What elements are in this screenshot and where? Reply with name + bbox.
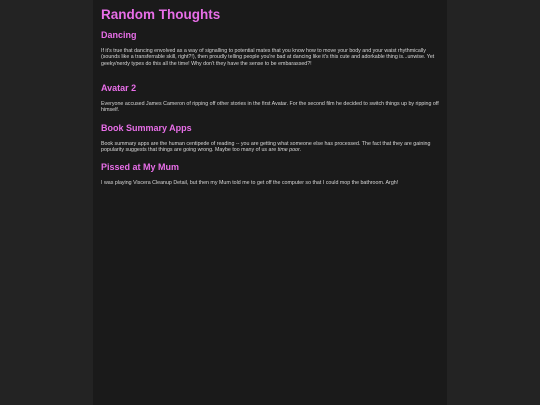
site-title: Random Thoughts xyxy=(101,7,221,22)
post-body-avatar-2: Everyone accused James Cameron of ripping off other stories in the first Avatar. For the second film he decided to switch things up by ripping off himself. xyxy=(101,101,439,114)
post-body-text: Book summary apps are the human centipede of reading -- you are getting what someone else has processed. The fact that they are gaining popularity suggests that things are going wrong. Maybe too many of us are xyxy=(101,141,431,154)
post-body-dancing: If it's true that dancing envolved as a way of signalling to potential mates that you know how to move your body and your waist rhythmically (sounds like a transferrable skill, right?!), then proudly telling people you're bad at dancing like it's this cute and adorkable thing is...unwise. Yet geeky/nerdy types do this all the time! Why don't they have the sense to be embarassed?! xyxy=(101,48,435,67)
post-body-emphasis: time poor xyxy=(277,147,300,154)
post-body-book-summary-apps xyxy=(101,141,439,154)
post-title-pissed-at-my-mum: Pissed at My Mum xyxy=(101,162,180,172)
post-body-pissed-at-my-mum: I was playing Viscera Cleanup Detail, but then my Mum told me to get off the computer so that I could mop the bathroom. Argh! xyxy=(101,180,399,186)
post-title-avatar-2: Avatar 2 xyxy=(101,83,137,93)
post-title-dancing: Dancing xyxy=(101,30,137,40)
post-body-end: . xyxy=(299,147,302,154)
post-title-book-summary-apps: Book Summary Apps xyxy=(101,123,192,133)
